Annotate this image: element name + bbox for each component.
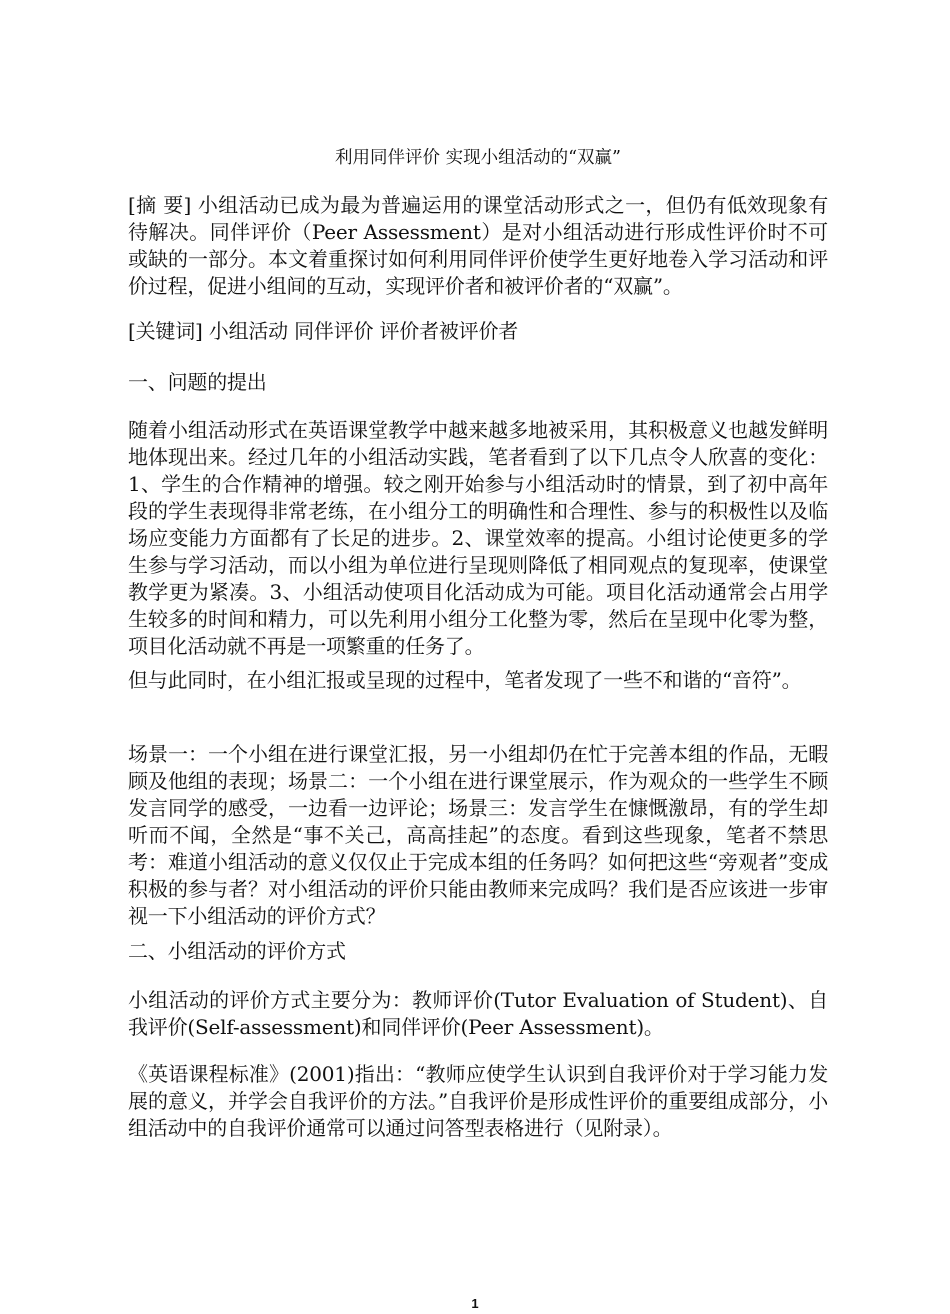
section-heading-2: 二、小组活动的评价方式 [128,939,346,963]
section-heading-1: 一、问题的提出 [128,370,267,394]
abstract-paragraph: [摘 要] 小组活动已成为最为普遍运用的课堂活动形式之一，但仍有低效现象有待解决。同伴评价（Peer Assessment）是对小组活动进行形成性评价时不可或缺的一部分。本文着重探讨如何利用同伴评价使学生更好地卷入学习活动和评价过程，促进小组间的互动，实现评价者和被评价者的“双赢”。 [128,193,828,298]
body-paragraph: 但与此同时，在小组汇报或呈现的过程中，笔者发现了一些不和谐的“音符”。 [128,668,802,692]
page-number: 1 [471,1296,479,1311]
body-paragraph: 《英语课程标准》(2001)指出：“教师应使学生认识到自我评价对于学习能力发展的意义，并学会自我评价的方法。”自我评价是形成性评价的重要组成部分，小组活动中的自我评价通常可以通过问答型表格进行（见附录）。 [128,1062,828,1140]
body-paragraph: 随着小组活动形式在英语课堂教学中越来越多地被采用，其积极意义也越发鲜明地体现出来。经过几年的小组活动实践，笔者看到了以下几点令人欣喜的变化：1、学生的合作精神的增强。较之刚开始参与小组活动时的情景，到了初中高年段的学生表现得非常老练，在小组分工的明确性和合理性、参与的积极性以及临场应变能力方面都有了长足的进步。2、课堂效率的提高。小组讨论使更多的学生参与学习活动，而以小组为单位进行呈现则降低了相同观点的复现率，使课堂教学更为紧凑。3、小组活动使项目化活动成为可能。项目化活动通常会占用学生较多的时间和精力，可以先利用小组分工化整为零，然后在呈现中化零为整，项目化活动就不再是一项繁重的任务了。 [128,418,828,658]
body-paragraph: 场景一：一个小组在进行课堂汇报，另一小组却仍在忙于完善本组的作品，无暇顾及他组的表现；场景二：一个小组在进行课堂展示，作为观众的一些学生不顾发言同学的感受，一边看一边评论；场景三：发言学生在慷慨激昂，有的学生却听而不闻，全然是“事不关己，高高挂起”的态度。看到这些现象，笔者不禁思考：难道小组活动的意义仅仅止于完成本组的任务吗？如何把这些“旁观者”变成积极的参与者？对小组活动的评价只能由教师来完成吗？我们是否应该进一步审视一下小组活动的评价方式？ [128,742,828,928]
keywords-line: [关键词] 小组活动 同伴评价 评价者被评价者 [128,319,519,343]
body-paragraph: 小组活动的评价方式主要分为：教师评价(Tutor Evaluation of Student)、自我评价(Self-assessment)和同伴评价(Peer Assessment)。 [128,988,828,1039]
document-title: 利用同伴评价 实现小组活动的“双赢” [335,148,621,168]
